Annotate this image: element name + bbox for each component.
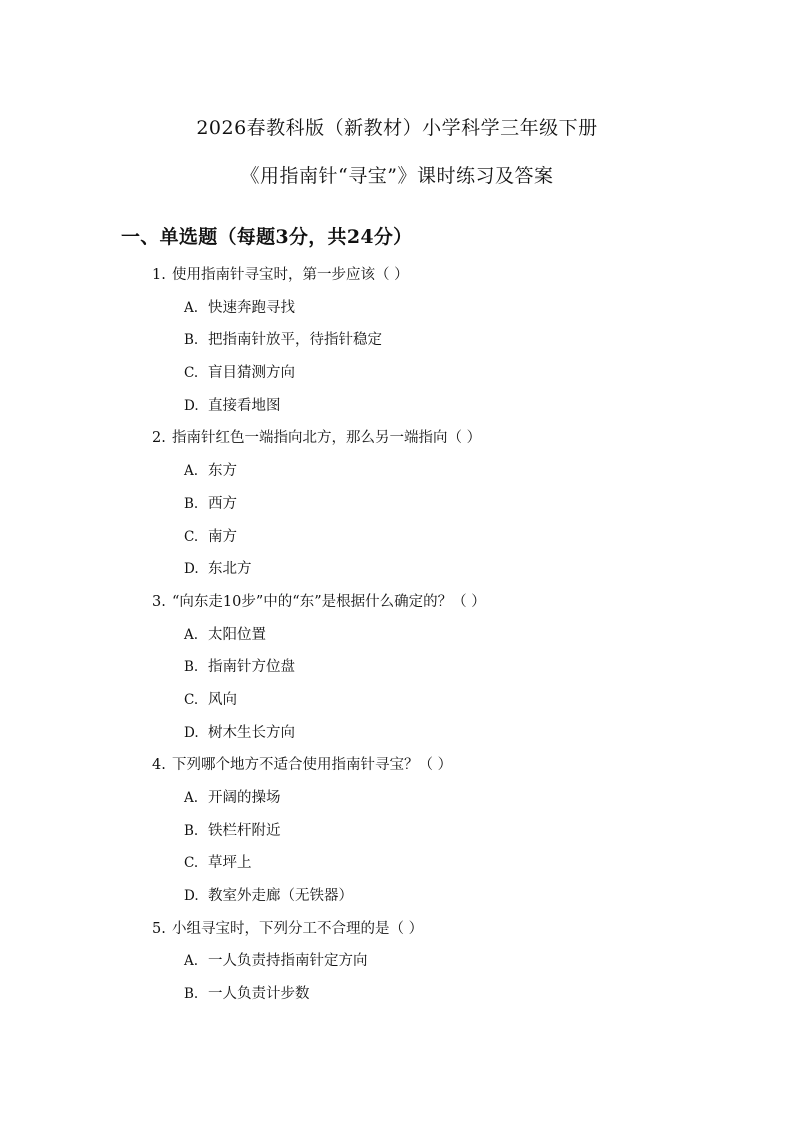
option-text: 东方 <box>208 463 237 480</box>
option-letter: B. <box>184 986 199 1003</box>
answer-option <box>152 459 752 492</box>
question-stem <box>152 753 752 786</box>
answer-option <box>152 394 752 427</box>
option-text: 一人负责计步数 <box>208 986 310 1003</box>
option-letter: A. <box>184 790 199 806</box>
document-subtitle: 《用指南针“寻宝”》课时练习及答案 <box>240 165 554 187</box>
option-text: 草坪上 <box>208 855 252 872</box>
option-letter: D. <box>184 888 199 905</box>
option-text: 太阳位置 <box>208 626 266 643</box>
option-letter: B. <box>184 495 199 512</box>
question-text: 使用指南针寻宝时，第一步应该（ ） <box>172 267 409 283</box>
answer-option <box>152 328 752 361</box>
option-letter: B. <box>184 332 199 349</box>
option-letter: A. <box>184 463 199 480</box>
option-letter: C. <box>184 855 199 872</box>
answer-option <box>152 623 752 656</box>
question-number: 2. <box>152 430 166 447</box>
document-title: 2026春教科版（新教材）小学科学三年级下册 <box>196 117 598 139</box>
option-text: 西方 <box>208 495 237 512</box>
option-letter: A. <box>184 299 199 316</box>
option-letter: B. <box>184 822 199 839</box>
option-text: 东北方 <box>208 561 252 578</box>
answer-option <box>152 361 752 394</box>
question-number: 5. <box>152 920 166 937</box>
answer-option <box>152 655 752 688</box>
answer-option <box>152 982 752 1015</box>
option-letter: A. <box>184 626 199 643</box>
option-text: 盲目猜测方向 <box>208 365 295 382</box>
answer-option <box>152 819 752 852</box>
answer-option <box>152 949 752 982</box>
question-item <box>152 590 752 753</box>
option-text: 铁栏杆附近 <box>208 822 281 839</box>
answer-option <box>152 721 752 754</box>
option-text: 把指南针放平，待指针稳定 <box>208 332 382 349</box>
answer-option <box>152 851 752 884</box>
option-text: 指南针方位盘 <box>208 659 295 676</box>
option-letter: C. <box>184 691 199 708</box>
question-number: 3. <box>152 593 166 610</box>
option-letter: C. <box>184 365 199 382</box>
question-item <box>152 917 752 1015</box>
question-text: 小组寻宝时，下列分工不合理的是（ ） <box>172 920 424 937</box>
option-text: 开阔的操场 <box>208 790 281 806</box>
question-item <box>152 263 752 426</box>
question-text: “向东走10步”中的“东”是根据什么确定的？（ ） <box>172 593 486 610</box>
option-text: 树木生长方向 <box>208 724 295 741</box>
section-heading: 一、单选题（每题3分，共24分） <box>121 226 413 248</box>
answer-option <box>152 492 752 525</box>
answer-option <box>152 525 752 558</box>
option-text: 南方 <box>208 528 237 545</box>
option-letter: D. <box>184 724 199 741</box>
option-letter: D. <box>184 397 199 414</box>
question-text: 指南针红色一端指向北方，那么另一端指向（ ） <box>172 430 482 447</box>
option-letter: B. <box>184 659 199 676</box>
option-text: 一人负责持指南针定方向 <box>208 953 368 970</box>
question-stem <box>152 590 752 623</box>
option-text: 快速奔跑寻找 <box>208 299 295 316</box>
option-letter: D. <box>184 561 199 578</box>
question-number: 4. <box>152 757 166 774</box>
question-item <box>152 426 752 589</box>
answer-option <box>152 884 752 917</box>
option-text: 教室外走廊（无铁器） <box>208 888 353 905</box>
question-list <box>152 263 752 1015</box>
answer-option <box>152 296 752 329</box>
question-stem <box>152 426 752 459</box>
option-text: 风向 <box>208 691 237 708</box>
question-text: 下列哪个地方不适合使用指南针寻宝？（ ） <box>172 757 453 774</box>
option-letter: A. <box>184 953 199 970</box>
option-text: 直接看地图 <box>208 397 281 414</box>
answer-option <box>152 557 752 590</box>
answer-option <box>152 786 752 819</box>
question-stem <box>152 917 752 950</box>
answer-option <box>152 688 752 721</box>
option-letter: C. <box>184 528 199 545</box>
question-number: 1. <box>152 267 166 283</box>
question-stem <box>152 263 752 296</box>
question-item <box>152 753 752 916</box>
